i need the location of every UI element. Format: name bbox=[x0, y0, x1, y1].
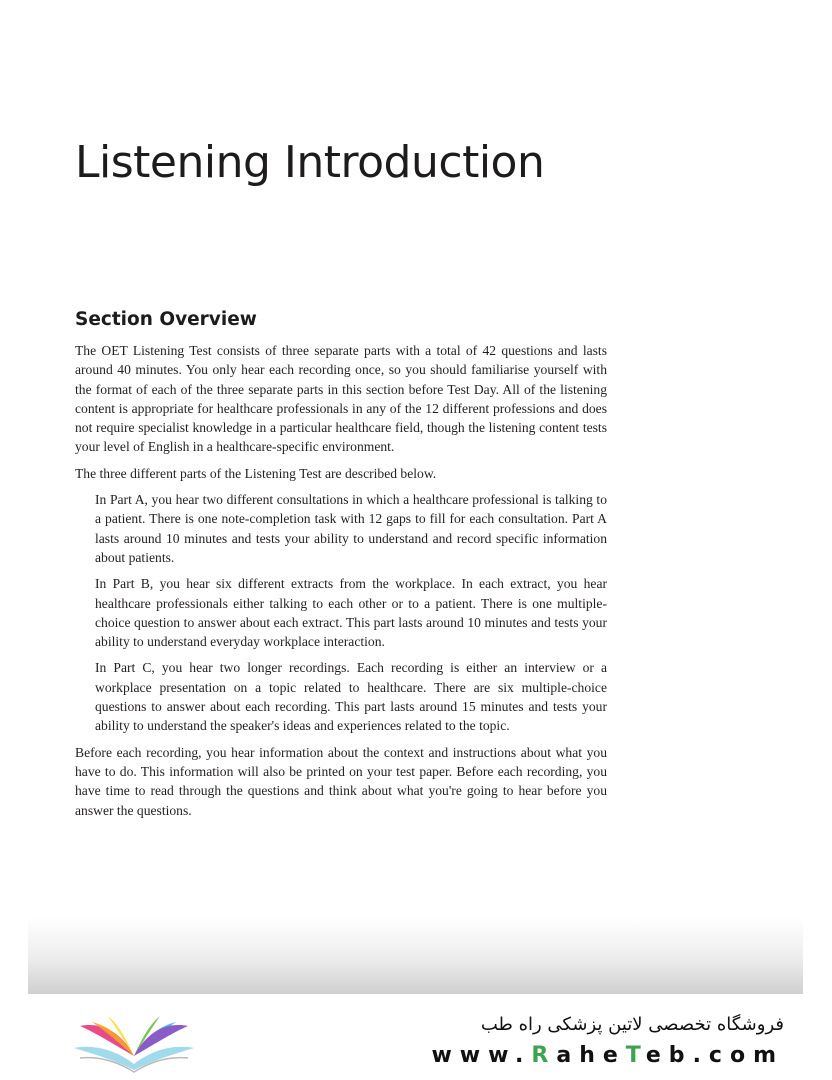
body-text bbox=[75, 341, 607, 827]
page-title: Listening Introduction bbox=[75, 137, 545, 188]
open-book-rainbow-icon bbox=[70, 1008, 198, 1078]
paragraph-before-recording: Before each recording, you hear information about the context and instructions about what you have to do. This information will also be printed on your test paper. Before each recording, you have time to read through the questions and think about what you're going to hear before you answer the questions. bbox=[75, 744, 607, 818]
paragraph-part-c: In Part C, you hear two longer recordings. Each recording is either an interview or a workplace presentation on a topic related to healthcare. There are six multiple-choice questions to answer about each recording. This part lasts around 15 minutes and tests your ability to understand the speaker's ideas and experiences related to the topic. bbox=[95, 660, 607, 734]
footer-url[interactable]: www.RaheTeb.com bbox=[431, 1043, 784, 1068]
paragraph-part-a: In Part A, you hear two different consultations in which a healthcare professional is talking to a patient. There is one note-completion task with 12 gaps to fill for each consultation. Part A lasts around 10 minutes and tests your ability to understand and record specific information about patients. bbox=[95, 492, 607, 565]
paragraph-parts-intro: The three different parts of the Listening Test are described below. bbox=[75, 465, 437, 481]
section-heading: Section Overview bbox=[75, 309, 257, 330]
paragraph-part-b: In Part B, you hear six different extracts from the workplace. In each extract, you hear healthcare professionals either talking to each other or to a patient. There is one multiple-choice question to answer about each extract. This part lasts around 10 minutes and tests your ability to understand everyday workplace interaction. bbox=[95, 576, 607, 650]
paragraph-overview: The OET Listening Test consists of three separate parts with a total of 42 questions and lasts around 40 minutes. You only hear each recording once, so you should familiarise yourself with the format of each of the three separate parts in this section before Test Day. All of the listening content is appropriate for healthcare professionals in any of the 12 different professions and does not require specialist knowledge in a particular healthcare field, though the listening content tests your level of English in a healthcare-specific environment. bbox=[75, 343, 607, 455]
footer-shadow bbox=[28, 918, 803, 994]
footer-brand-text: فروشگاه تخصصی لاتین پزشکی راه طب bbox=[480, 1014, 784, 1035]
